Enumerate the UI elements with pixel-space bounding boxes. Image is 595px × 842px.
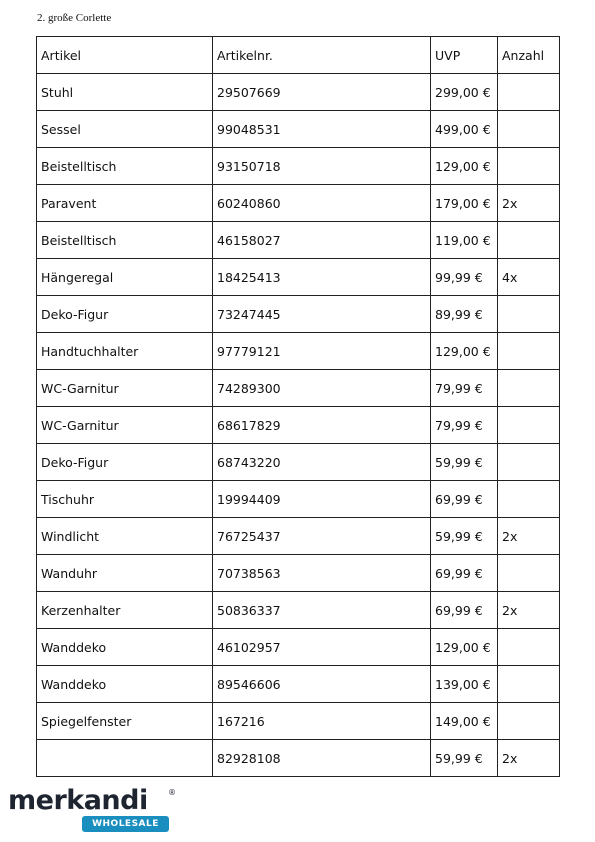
cell-artikel: Spiegelfenster [37,703,213,740]
cell-artikelnr: 70738563 [213,555,431,592]
cell-uvp: 119,00 € [431,222,498,259]
cell-artikelnr: 99048531 [213,111,431,148]
cell-artikelnr: 82928108 [213,740,431,777]
cell-artikel: Wanddeko [37,629,213,666]
cell-anzahl: 4x [498,259,560,296]
cell-anzahl [498,111,560,148]
cell-artikelnr: 74289300 [213,370,431,407]
cell-artikelnr: 29507669 [213,74,431,111]
table-row [37,74,560,111]
cell-uvp: 129,00 € [431,333,498,370]
cell-artikel: Wanddeko [37,666,213,703]
cell-anzahl [498,629,560,666]
cell-artikel: Hängeregal [37,259,213,296]
table-row [37,185,560,222]
table-row [37,111,560,148]
cell-artikelnr: 68743220 [213,444,431,481]
cell-artikel: Beistelltisch [37,148,213,185]
cell-artikelnr: 68617829 [213,407,431,444]
cell-anzahl: 2x [498,592,560,629]
header-artikelnr: Artikelnr. [213,37,431,74]
cell-artikel: Sessel [37,111,213,148]
table-header-row [37,37,560,74]
cell-anzahl [498,333,560,370]
cell-artikelnr: 89546606 [213,666,431,703]
cell-uvp: 179,00 € [431,185,498,222]
table-row [37,370,560,407]
cell-uvp: 129,00 € [431,629,498,666]
cell-artikelnr: 19994409 [213,481,431,518]
cell-anzahl [498,370,560,407]
cell-artikel: WC-Garnitur [37,370,213,407]
table-row [37,666,560,703]
cell-artikel: Paravent [37,185,213,222]
logo-wordmark: merkandi [8,785,148,816]
cell-artikelnr: 50836337 [213,592,431,629]
header-anzahl: Anzahl [498,37,560,74]
cell-artikel: Deko-Figur [37,444,213,481]
cell-artikel: Wanduhr [37,555,213,592]
cell-uvp: 69,99 € [431,555,498,592]
cell-artikelnr: 167216 [213,703,431,740]
table-row [37,703,560,740]
cell-uvp: 99,99 € [431,259,498,296]
cell-uvp: 129,00 € [431,148,498,185]
table-row [37,592,560,629]
articles-table [36,36,560,777]
cell-uvp: 69,99 € [431,592,498,629]
cell-artikel: Stuhl [37,74,213,111]
cell-uvp: 499,00 € [431,111,498,148]
registered-mark: ® [168,788,176,797]
cell-artikel: Tischuhr [37,481,213,518]
cell-uvp: 139,00 € [431,666,498,703]
table-row [37,481,560,518]
cell-artikel: Beistelltisch [37,222,213,259]
cell-artikelnr: 46158027 [213,222,431,259]
cell-artikelnr: 18425413 [213,259,431,296]
table-row [37,555,560,592]
cell-artikelnr: 60240860 [213,185,431,222]
cell-artikel [37,740,213,777]
cell-uvp: 59,99 € [431,518,498,555]
cell-artikel: Kerzenhalter [37,592,213,629]
cell-uvp: 59,99 € [431,444,498,481]
logo-badge: WHOLESALE [82,816,169,832]
cell-anzahl [498,555,560,592]
page-heading: 2. große Corlette [37,12,112,24]
cell-anzahl [498,407,560,444]
header-uvp: UVP [431,37,498,74]
merkandi-watermark-logo [8,786,178,834]
cell-uvp: 79,99 € [431,370,498,407]
cell-artikel: Windlicht [37,518,213,555]
cell-anzahl: 2x [498,518,560,555]
table-row [37,148,560,185]
cell-anzahl [498,296,560,333]
cell-artikelnr: 46102957 [213,629,431,666]
table-row [37,740,560,777]
cell-anzahl [498,703,560,740]
cell-anzahl [498,444,560,481]
cell-uvp: 89,99 € [431,296,498,333]
cell-artikelnr: 76725437 [213,518,431,555]
cell-artikel: WC-Garnitur [37,407,213,444]
table-row [37,518,560,555]
table-row [37,296,560,333]
cell-artikel: Deko-Figur [37,296,213,333]
cell-artikel: Handtuchhalter [37,333,213,370]
cell-anzahl [498,148,560,185]
cell-anzahl: 2x [498,185,560,222]
cell-anzahl [498,74,560,111]
cell-artikelnr: 73247445 [213,296,431,333]
cell-uvp: 69,99 € [431,481,498,518]
table-row [37,444,560,481]
cell-uvp: 149,00 € [431,703,498,740]
table-row [37,407,560,444]
cell-uvp: 59,99 € [431,740,498,777]
table-row [37,629,560,666]
cell-artikelnr: 93150718 [213,148,431,185]
cell-uvp: 79,99 € [431,407,498,444]
cell-anzahl [498,666,560,703]
cell-artikelnr: 97779121 [213,333,431,370]
table-row [37,222,560,259]
cell-anzahl [498,222,560,259]
cell-anzahl: 2x [498,740,560,777]
cell-uvp: 299,00 € [431,74,498,111]
table-row [37,333,560,370]
cell-anzahl [498,481,560,518]
header-artikel: Artikel [37,37,213,74]
table-row [37,259,560,296]
